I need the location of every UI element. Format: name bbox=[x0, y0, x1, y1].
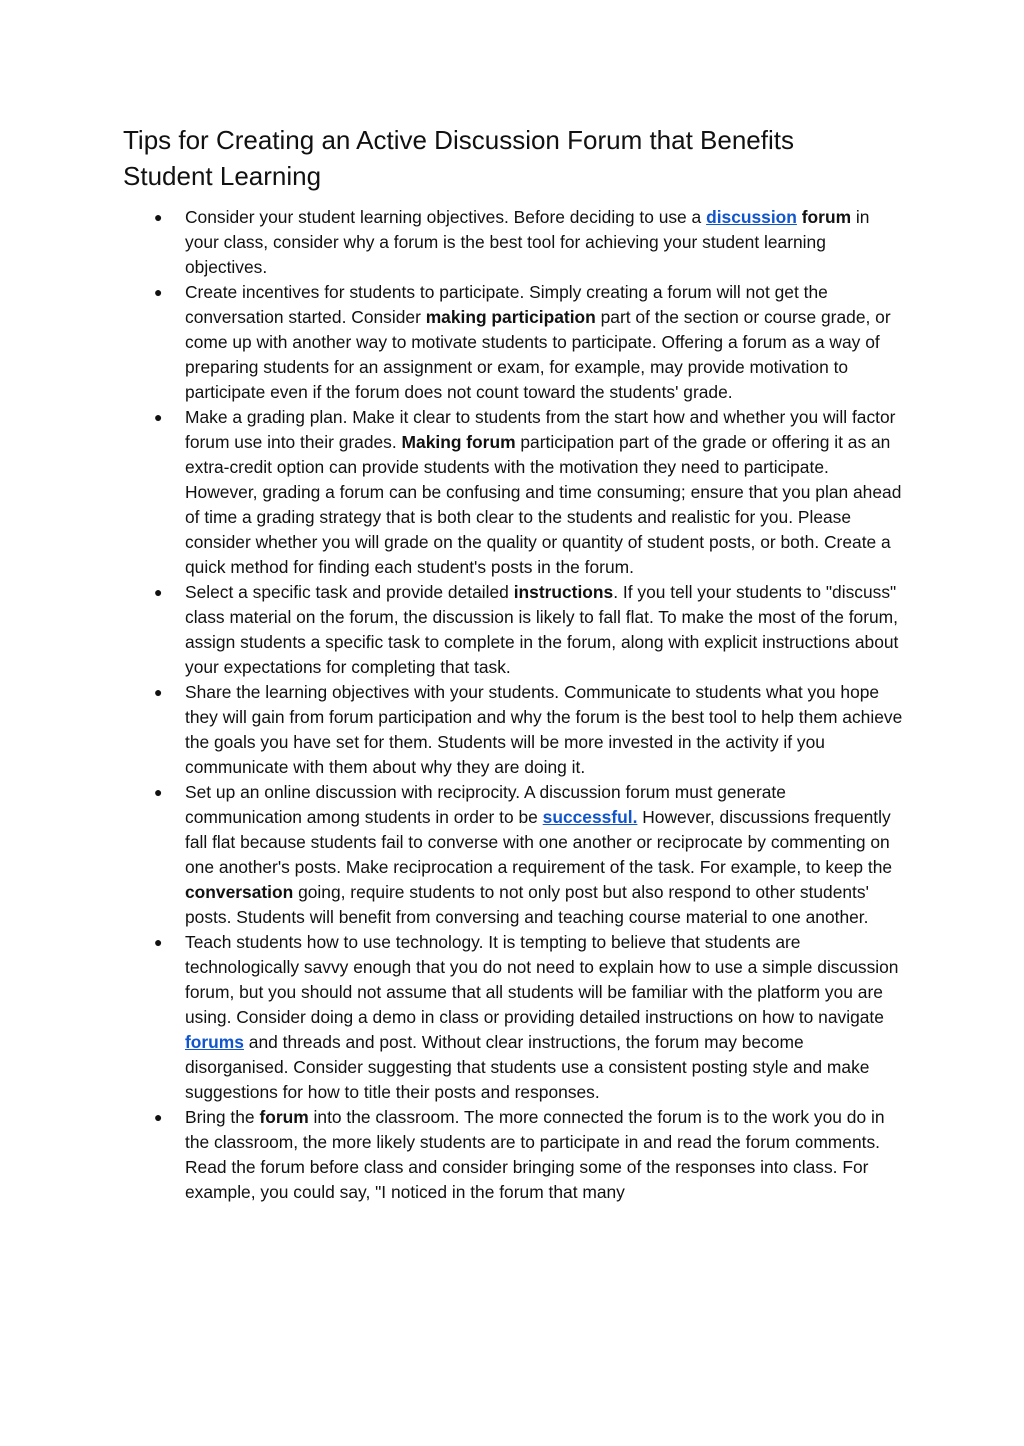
list-item bbox=[154, 205, 904, 280]
text-run: Create incentives for students to participate. Simply creating a forum will not get the conversation started. Consider bbox=[185, 282, 828, 327]
bullet-icon: ● bbox=[154, 209, 163, 225]
list-item-text bbox=[185, 1107, 885, 1202]
bullet-icon: ● bbox=[154, 1109, 163, 1125]
bold-text: instructions bbox=[513, 582, 614, 602]
bullet-icon: ● bbox=[154, 284, 163, 300]
text-run: Select a specific task and provide detailed bbox=[185, 582, 514, 602]
bullet-icon: ● bbox=[154, 784, 163, 800]
hyperlink[interactable]: discussion bbox=[706, 207, 797, 227]
list-item bbox=[154, 1105, 904, 1205]
bold-text: making participation bbox=[425, 307, 596, 327]
text-run: part of the section or course grade, or come up with another way to motivate students to participate. Offering a forum as a way of preparing students for an assignment or exam, for example, may provide motivation to participate even if the forum does not count toward the students' grade. bbox=[185, 307, 891, 402]
list-item-text bbox=[185, 407, 901, 577]
text-run: going, require students to not only post but also respond to other students' posts. Students will benefit from conversing and teaching course material to one another. bbox=[185, 882, 869, 927]
bold-text: Making forum bbox=[401, 432, 516, 452]
text-run: participation part of the grade or offering it as an extra-credit option can provide students with the motivation they need to participate. However, grading a forum can be confusing and time consuming; ensure that you plan ahead of time a grading strategy that is both clear to the students and realistic for you. Please consider whether you will grade on the quality or quantity of student posts, or both. Create a quick method for finding each student's posts in the forum. bbox=[185, 432, 902, 577]
text-run: Bring the bbox=[185, 1107, 260, 1127]
document-title: Tips for Creating an Active Discussion Forum that Benefits Student Learning bbox=[123, 125, 794, 191]
list-item-text bbox=[185, 582, 898, 677]
bullet-icon: ● bbox=[154, 584, 163, 600]
bullet-icon: ● bbox=[154, 934, 163, 950]
text-run: However, discussions frequently fall flat because students fail to converse with one another or reciprocate by commenting on one another's posts. Make reciprocation a requirement of the task. For example, to keep the bbox=[185, 807, 893, 877]
hyperlink[interactable]: forums bbox=[185, 1032, 244, 1052]
text-run: Teach students how to use technology. It is tempting to believe that students are technologically savvy enough that you do not need to explain how to use a simple discussion forum, but you should not assume that all students will be familiar with the platform you are using. Consider doing a demo in class or providing detailed instructions on how to navigate bbox=[185, 932, 899, 1027]
list-item bbox=[154, 580, 904, 680]
list-item-text bbox=[185, 682, 902, 777]
text-run: Make a grading plan. Make it clear to students from the start how and whether you will factor forum use into their grades. bbox=[185, 407, 896, 452]
list-item-text bbox=[185, 782, 892, 927]
text-run: . If you tell your students to "discuss" class material on the forum, the discussion is likely to fall flat. To make the most of the forum, assign students a specific task to complete in the forum, along with explicit instructions about your expectations for completing that task. bbox=[185, 582, 899, 677]
bold-text: forum bbox=[801, 207, 852, 227]
bold-text: forum bbox=[259, 1107, 309, 1127]
list-item bbox=[154, 930, 904, 1105]
tips-bullet-list bbox=[154, 205, 904, 1205]
list-item-text bbox=[185, 932, 898, 1102]
list-item bbox=[154, 280, 904, 405]
hyperlink[interactable]: successful. bbox=[542, 807, 638, 827]
text-run: Consider your student learning objectives. Before deciding to use a bbox=[185, 207, 707, 227]
text-run: Set up an online discussion with reciprocity. A discussion forum must generate communication among students in order to be bbox=[185, 782, 786, 827]
bullet-icon: ● bbox=[154, 684, 163, 700]
list-item-text bbox=[185, 207, 869, 277]
text-run: into the classroom. The more connected the forum is to the work you do in the classroom, the more likely students are to participate in and read the forum comments. Read the forum before class and consider bringing some of the responses into class. For example, you could say, "I noticed in the forum that many bbox=[185, 1107, 885, 1202]
text-run: in your class, consider why a forum is the best tool for achieving your student learning objectives. bbox=[185, 207, 870, 277]
bullet-icon: ● bbox=[154, 409, 163, 425]
list-item bbox=[154, 780, 904, 930]
list-item bbox=[154, 680, 904, 780]
list-item-text bbox=[185, 282, 891, 402]
list-item bbox=[154, 405, 904, 580]
text-run: Share the learning objectives with your students. Communicate to students what you hope they will gain from forum participation and why the forum is the best tool to help them achieve the goals you have set for them. Students will be more invested in the activity if you communicate with them about why they are doing it. bbox=[185, 682, 903, 777]
bold-text: conversation bbox=[185, 882, 294, 902]
text-run: and threads and post. Without clear instructions, the forum may become disorganised. Consider suggesting that students use a consistent posting style and make suggestions for how to title their posts and responses. bbox=[185, 1032, 870, 1102]
